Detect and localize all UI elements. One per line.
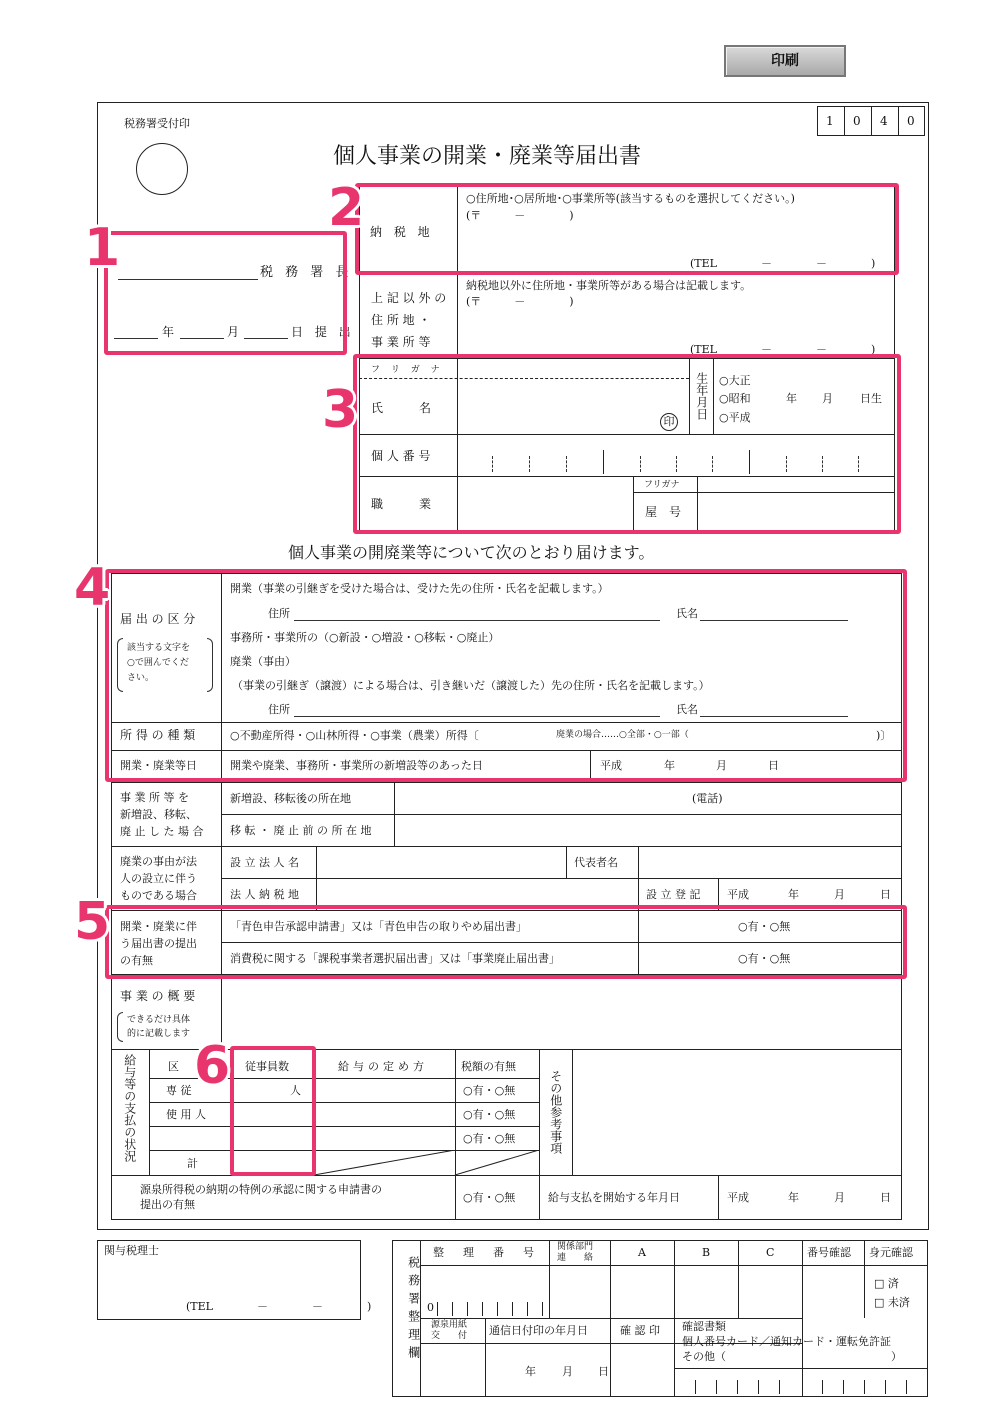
identity-check-label: 身元確認: [869, 1246, 913, 1259]
filings-label-2: う届出書の提出: [120, 937, 197, 950]
submit-month-label: 月: [227, 325, 240, 339]
withholding-option: ○有・○無: [463, 1191, 516, 1204]
corp-label-1: 廃業の事由が法: [120, 855, 197, 868]
tax-place-zip: (〒 － ): [466, 209, 574, 222]
name-label: 氏 名: [371, 401, 432, 415]
stamp-circle: [136, 143, 188, 195]
withholding-label-2: 提出の有無: [140, 1198, 195, 1211]
salary-count-header: 従事員数: [245, 1060, 289, 1073]
salary-start-label: 給与支払を開始する年月日: [548, 1191, 680, 1204]
salary-category-header: 区: [168, 1060, 179, 1073]
other-address-label-2: 住 所 地 ・: [371, 313, 431, 327]
doc-type-label: 確認書類: [682, 1320, 726, 1333]
income-type-end: )〕: [876, 729, 892, 742]
salary-tax-opt-1: ○有・○無: [463, 1084, 516, 1097]
filings-label-3: の有無: [120, 954, 153, 967]
other-address-zip: (〒 － ): [466, 295, 574, 308]
open-date-desc: 開業や廃業、事務所・事業所の新増設等のあった日: [230, 759, 483, 772]
corp-reg-month: 月: [834, 888, 845, 901]
highlight-box-5: [105, 905, 907, 979]
office-move-label-2: 新増設、移転、: [120, 808, 197, 821]
kankei-label-2: 連 絡: [557, 1253, 594, 1263]
salary-method-header: 給与の定め方: [338, 1060, 428, 1073]
confirm-seal-label: 確 認 印: [620, 1324, 660, 1337]
office-use-day: 日: [598, 1365, 609, 1378]
rep-name-label: 代表者名: [574, 856, 618, 869]
corp-label-3: ものである場合: [120, 889, 197, 902]
new-location-tel: (電話): [692, 792, 723, 805]
open-note: 開業（事業の引継ぎを受けた場合は、受けた先の住所・氏名を記載します。）: [230, 582, 609, 595]
era-taisho: ○大正: [719, 374, 751, 387]
era-showa: ○昭和: [719, 392, 751, 405]
salary-start-era: 平成: [727, 1191, 749, 1204]
birth-year-label: 年: [786, 392, 797, 405]
annotation-badge-4: 4: [74, 558, 111, 618]
identity-undone: □ 未済: [874, 1296, 910, 1309]
income-type-label: 所 得 の 種 類: [120, 728, 196, 742]
doc-list: 個人番号カード／通知カード・運転免許証: [682, 1335, 891, 1348]
print-button[interactable]: 印刷: [724, 45, 846, 77]
highlight-box-4: [105, 569, 907, 782]
other-address-label-3: 事 業 所 等: [371, 335, 431, 349]
salary-row-employee: 使 用 人: [166, 1108, 206, 1121]
date-stamp-label: 通信日付印の年月日: [489, 1324, 588, 1337]
gensen-label-2: 交 付: [431, 1331, 468, 1341]
withholding-label-1: 源泉所得税の納期の特例の承認に関する申請書の: [140, 1183, 382, 1196]
number-check-label: 番号確認: [807, 1246, 851, 1259]
annotation-badge-2: 2: [328, 178, 365, 238]
office-move-label-3: 廃 止 し た 場 合: [120, 825, 204, 838]
highlight-box-6: [230, 1046, 316, 1176]
other-address-note: 納税地以外に住所地・事業所等がある場合は記載します。: [466, 279, 752, 292]
corp-label-2: 人の設立に伴う: [120, 872, 197, 885]
income-type-options: ○不動産所得・○山林所得・○事業（農業）所得〔: [230, 729, 479, 742]
office-change-options: 事務所・事業所の（○新設・○増設・○移転・○廃止）: [230, 631, 500, 644]
form-code-digit: 4: [880, 114, 888, 128]
notice-line: 個人事業の開廃業等について次のとおり届けます。: [288, 543, 655, 562]
occupation-label: 職 業: [371, 497, 432, 511]
yago-label: 屋 号: [645, 505, 682, 519]
birth-label: 生年月日: [694, 372, 709, 420]
era-heisei: ○平成: [719, 411, 751, 424]
income-close-case: 廃業の場合……○全部・○一部（: [556, 730, 689, 740]
form-code-digit: 0: [907, 114, 915, 128]
highlight-box-2: [355, 183, 899, 275]
doc-other: その他（ ）: [682, 1350, 902, 1363]
new-location-label: 新増設、移転後の所在地: [230, 792, 351, 805]
summary-label: 事 業 の 概 要: [120, 989, 196, 1003]
submit-day-label: 日 提 出: [291, 325, 355, 339]
office-move-label-1: 事 業 所 等 を: [120, 791, 189, 804]
birth-day-label: 日生: [860, 392, 882, 405]
open-date-month: 月: [716, 759, 727, 772]
annotation-badge-3: 3: [322, 380, 359, 440]
salary-row-family: 専 従: [166, 1084, 192, 1097]
blue-return-option: ○有・○無: [738, 920, 791, 933]
close-reason: 廃業（事由）: [230, 655, 296, 668]
corp-reg-year: 年: [788, 888, 799, 901]
annotation-badge-1: 1: [84, 218, 121, 278]
annotation-badge-6: 6: [194, 1036, 231, 1096]
seiri-number-label: 整 理 番 号: [433, 1246, 538, 1259]
tax-place-label: 納 税 地: [370, 225, 434, 239]
office-use-year: 年: [525, 1365, 536, 1378]
open-date-label: 開業・廃業等日: [120, 759, 197, 772]
submit-year-label: 年: [162, 325, 175, 339]
tax-accountant-tel: (TEL － － ): [186, 1300, 372, 1313]
open-date-day: 日: [768, 759, 779, 772]
seal-mark: 印: [660, 413, 678, 431]
col-b: B: [702, 1246, 711, 1259]
tax-office-suffix: 税 務 署 長: [260, 265, 353, 280]
summary-note-1: できるだけ具体: [127, 1015, 191, 1025]
highlight-box-1: [104, 231, 347, 355]
salary-tax-header: 税額の有無: [461, 1060, 516, 1073]
consumption-tax-option: ○有・○無: [738, 952, 791, 965]
salary-start-year: 年: [788, 1191, 799, 1204]
summary-note-2: 的に記載します: [127, 1029, 191, 1039]
corp-name-label: 設 立 法 人 名: [230, 856, 299, 869]
corp-reg-day: 日: [880, 888, 891, 901]
tax-accountant-label: 関与税理士: [104, 1244, 159, 1257]
birth-month-label: 月: [822, 392, 833, 405]
col-a: A: [638, 1246, 646, 1259]
consumption-tax-label: 消費税に関する「課税事業者選択届出書」又は「事業廃止届出書」: [230, 952, 560, 965]
mynumber-label: 個 人 番 号: [371, 449, 431, 463]
tax-place-options: ○住所地･○居所地･○事業所等(該当するものを選択してください。): [466, 192, 795, 205]
category-note-1: 該当する文字を: [127, 643, 191, 653]
total-row-slash: [314, 1150, 539, 1175]
corp-reg-era: 平成: [727, 888, 749, 901]
other-address-label-1: 上 記 以 外 の: [371, 291, 447, 305]
yago-furigana: フリガナ: [644, 480, 680, 490]
other-address-tel: (TEL － － ): [690, 343, 876, 356]
furigana-label: フ リ ガ ナ: [371, 365, 444, 375]
old-location-label: 移 転 ・ 廃 止 前 の 所 在 地: [230, 824, 372, 837]
close-name-label: 氏名: [676, 703, 698, 716]
open-address-label: 住所: [268, 607, 290, 620]
filings-label-1: 開業・廃業に伴: [120, 920, 197, 933]
salary-row-total: 計: [187, 1157, 198, 1170]
stamp-label: 税務署受付印: [124, 117, 190, 130]
open-name-label: 氏名: [676, 607, 698, 620]
salary-side-label: 給与等の支払の状況: [122, 1054, 137, 1162]
kankei-label-1: 関係部門: [557, 1242, 594, 1252]
annotation-badge-5: 5: [74, 892, 111, 952]
close-note: （事業の引継ぎ（譲渡）による場合は、引き継いだ（譲渡した）先の住所・氏名を記載します。）: [232, 679, 710, 692]
category-note-2: ○で囲んでくだ: [127, 658, 189, 668]
seiri-zero: 0: [427, 1301, 434, 1314]
other-notes-label: その他参考事項: [548, 1070, 563, 1154]
category-note-3: さい。: [127, 673, 155, 683]
identity-done: □ 済: [874, 1277, 899, 1290]
close-address-label: 住所: [268, 703, 290, 716]
salary-tax-opt-2: ○有・○無: [463, 1108, 516, 1121]
blue-return-label: 「青色申告承認申請書」又は「青色申告の取りやめ届出書」: [230, 920, 527, 933]
office-use-side: 税務署整理欄: [406, 1256, 421, 1364]
form-code-digit: 1: [826, 114, 834, 128]
salary-start-day: 日: [880, 1191, 891, 1204]
open-date-year: 年: [664, 759, 675, 772]
corp-reg-label: 設 立 登 記: [646, 888, 701, 901]
corp-tax-place-label: 法 人 納 税 地: [230, 888, 299, 901]
salary-start-month: 月: [834, 1191, 845, 1204]
tax-place-tel: (TEL － － ): [690, 257, 876, 270]
gensen-label-1: 源泉用紙: [431, 1320, 468, 1330]
page-title: 個人事業の開業・廃業等届出書: [333, 144, 642, 169]
salary-unit: 人: [290, 1084, 301, 1097]
highlight-box-3: [353, 354, 901, 534]
col-c: C: [766, 1246, 775, 1259]
form-code-digit: 0: [853, 114, 861, 128]
office-use-month: 月: [562, 1365, 573, 1378]
salary-tax-opt-3: ○有・○無: [463, 1132, 516, 1145]
category-label: 届 出 の 区 分: [120, 612, 196, 626]
open-date-era: 平成: [600, 759, 622, 772]
